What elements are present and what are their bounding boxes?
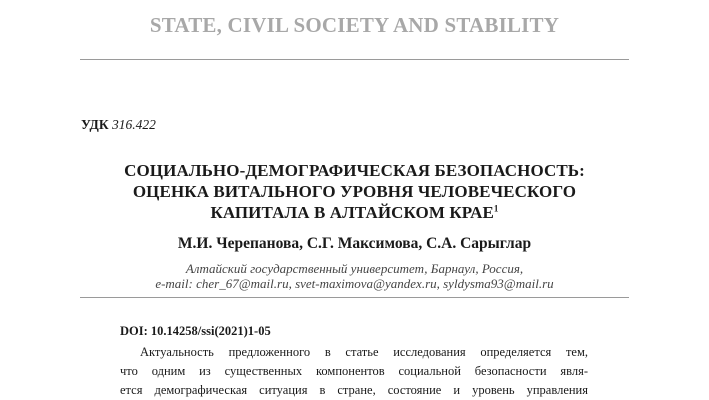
affiliation: Алтайский государственный университет, Барнаул, Россия, (185, 261, 524, 276)
title-line-2: ОЦЕНКА ВИТАЛЬНОГО УРОВНЯ ЧЕЛОВЕЧЕСКОГО (132, 182, 577, 201)
abstract-line-3: ется демографическая ситуация в стране, состояние и уровень управления (120, 383, 588, 397)
udk-code: 316.422 (112, 117, 156, 132)
journal-section-header: STATE, CIVIL SOCIETY AND STABILITY (149, 13, 560, 37)
authors: М.И. Черепанова, С.Г. Максимова, С.А. Сарыглар (177, 235, 532, 252)
title-line-1: СОЦИАЛЬНО-ДЕМОГРАФИЧЕСКАЯ БЕЗОПАСНОСТЬ: (124, 161, 585, 180)
udk-line (81, 117, 156, 133)
affiliation-block (60, 261, 649, 291)
article-title (60, 160, 649, 223)
title-footnote-mark: 1 (493, 203, 499, 214)
doi: DOI: 10.14258/ssi(2021)1-05 (120, 324, 271, 338)
middle-divider (80, 297, 629, 298)
udk-label: УДК (81, 117, 109, 132)
abstract-line-2: что одним из существенных компонентов социальной безопасности явля- (120, 364, 588, 378)
title-line-3 (60, 202, 649, 223)
abstract (120, 343, 588, 400)
top-divider (80, 59, 629, 60)
author-emails: e-mail: cher_67@mail.ru, svet-maximova@yandex.ru, syldysma93@mail.ru (155, 276, 554, 291)
title-line-3-text: КАПИТАЛА В АЛТАЙСКОМ КРАЕ (210, 203, 494, 222)
abstract-line-1: Актуальность предложенного в статье исследования определяется тем, (140, 345, 588, 359)
